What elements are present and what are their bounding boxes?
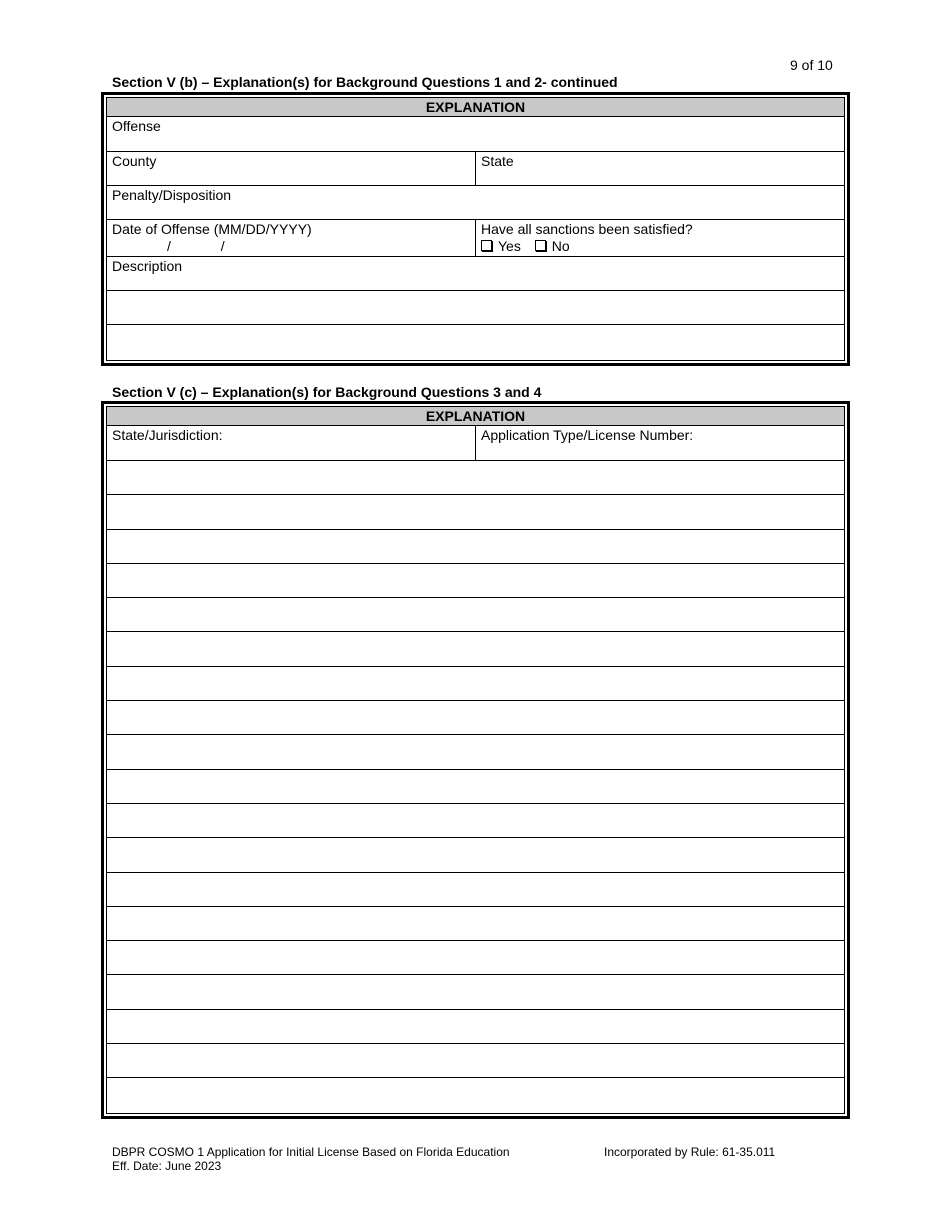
footer-left — [112, 1145, 510, 1173]
explanation-line[interactable] — [107, 735, 844, 769]
explanation-line[interactable] — [107, 1010, 844, 1044]
section-c-header: EXPLANATION — [107, 407, 844, 426]
description-field[interactable] — [107, 257, 844, 290]
penalty-label: Penalty/Disposition — [112, 187, 232, 203]
yes-checkbox[interactable] — [481, 240, 492, 251]
county-label: County — [112, 153, 157, 169]
footer-form-name: DBPR COSMO 1 Application for Initial License Based on Florida Education — [112, 1145, 510, 1159]
license-field[interactable] — [476, 426, 844, 460]
page-number: 9 of 10 — [790, 57, 833, 73]
explanation-line[interactable] — [107, 873, 844, 907]
sanctions-field — [476, 220, 844, 256]
explanation-line[interactable] — [107, 941, 844, 975]
explanation-line[interactable] — [107, 838, 844, 872]
description-label: Description — [112, 258, 183, 274]
explanation-line[interactable] — [107, 1078, 844, 1112]
explanation-line[interactable] — [107, 804, 844, 838]
explanation-line[interactable] — [107, 598, 844, 632]
county-state-row — [107, 152, 844, 186]
footer-eff-date: Eff. Date: June 2023 — [112, 1159, 222, 1173]
sanctions-no-option[interactable] — [535, 238, 570, 254]
description-row — [107, 257, 844, 291]
explanation-line[interactable] — [107, 495, 844, 529]
license-label: Application Type/License Number: — [481, 427, 694, 443]
explanation-line[interactable] — [107, 461, 844, 495]
sanctions-yes-option[interactable] — [481, 238, 521, 254]
explanation-line[interactable] — [107, 907, 844, 941]
offense-field[interactable] — [107, 117, 844, 151]
penalty-field[interactable] — [107, 186, 844, 219]
explanation-line[interactable] — [107, 770, 844, 804]
offense-row — [107, 117, 844, 152]
explanation-line[interactable] — [107, 530, 844, 564]
description-line[interactable] — [107, 291, 844, 325]
penalty-row — [107, 186, 844, 220]
section-b-header: EXPLANATION — [107, 98, 844, 117]
jurisdiction-label: State/Jurisdiction: — [112, 427, 223, 443]
date-slashes: / / — [167, 238, 225, 254]
section-b-table — [101, 92, 850, 366]
county-field[interactable] — [107, 152, 476, 185]
footer-rule: Incorporated by Rule: 61-35.011 — [604, 1145, 776, 1159]
state-field[interactable] — [476, 152, 844, 185]
date-sanctions-row — [107, 220, 844, 257]
explanation-line[interactable] — [107, 564, 844, 598]
no-label: No — [551, 238, 570, 254]
state-label: State — [481, 153, 514, 169]
yes-label: Yes — [498, 238, 521, 254]
explanation-line[interactable] — [107, 701, 844, 735]
offense-label: Offense — [112, 118, 161, 134]
date-of-offense-field[interactable] — [107, 220, 476, 256]
explanation-line[interactable] — [107, 1044, 844, 1078]
description-line[interactable] — [107, 325, 844, 359]
explanation-line[interactable] — [107, 667, 844, 701]
section-c-title: Section V (c) – Explanation(s) for Background Questions 3 and 4 — [112, 384, 542, 400]
section-b-title: Section V (b) – Explanation(s) for Background Questions 1 and 2- continued — [112, 74, 618, 90]
jurisdiction-license-row — [107, 426, 844, 461]
section-c-table — [101, 401, 850, 1119]
sanctions-label: Have all sanctions been satisfied? — [481, 221, 693, 237]
date-label: Date of Offense (MM/DD/YYYY) — [112, 221, 312, 237]
explanation-line[interactable] — [107, 975, 844, 1009]
jurisdiction-field[interactable] — [107, 426, 476, 460]
no-checkbox[interactable] — [535, 240, 546, 251]
explanation-line[interactable] — [107, 632, 844, 666]
